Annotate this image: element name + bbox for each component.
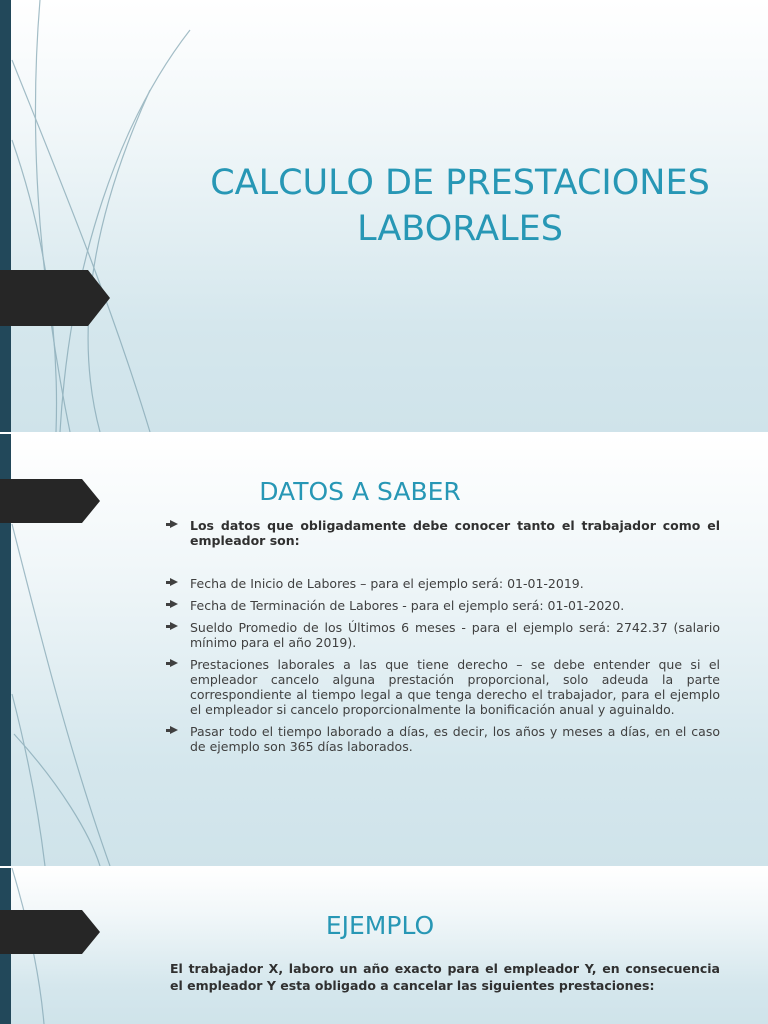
example-paragraph: El trabajador X, laboro un año exacto para el empleador Y, en consecuencia el empleador Y esta obligado a cancelar las siguientes prestaciones: [170, 961, 720, 993]
list-item: Los datos que obligadamente debe conocer tanto el trabajador como el empleador son: [168, 518, 720, 548]
list-item: Fecha de Inicio de Labores – para el ejemplo será: 01-01-2019. [168, 576, 720, 591]
slide-title [0, 0, 768, 432]
slide-ejemplo [0, 868, 768, 1024]
title-line-2: LABORALES [357, 209, 563, 249]
list-item: Pasar todo el tiempo laborado a días, es decir, los años y meses a días, en el caso de ejemplo son 365 días laborados. [168, 724, 720, 754]
arrow-bullet-icon [170, 578, 178, 586]
section-title: EJEMPLO [325, 911, 435, 940]
arrow-bullet-icon [170, 622, 178, 630]
arrow-bullet-icon [170, 726, 178, 734]
slide-tab-marker [0, 910, 100, 954]
slide-datos [0, 434, 768, 866]
arrow-bullet-icon [170, 659, 178, 667]
list-item: Prestaciones laborales a las que tiene derecho – se debe entender que si el empleador cancelo alguna prestación proporcional, solo adeuda la parte correspondiente al tiempo legal a que tenga derecho el trabajador, para el ejemplo el empleador si cancelo proporcionalmente la bonificación anual y aguinaldo. [168, 657, 720, 717]
arrow-bullet-icon [170, 520, 178, 528]
slide-tab-marker [0, 479, 100, 523]
slide-tab-marker [0, 270, 110, 326]
title-line-1: CALCULO DE PRESTACIONES [210, 163, 710, 203]
page-title [160, 160, 760, 252]
section-title: DATOS A SABER [259, 477, 461, 506]
arrow-bullet-icon [170, 600, 178, 608]
list-item: Sueldo Promedio de los Últimos 6 meses - para el ejemplo será: 2742.37 (salario mínimo para el año 2019). [168, 620, 720, 650]
list-item: Fecha de Terminación de Labores - para el ejemplo será: 01-01-2020. [168, 598, 720, 613]
data-bullet-list [168, 518, 720, 761]
